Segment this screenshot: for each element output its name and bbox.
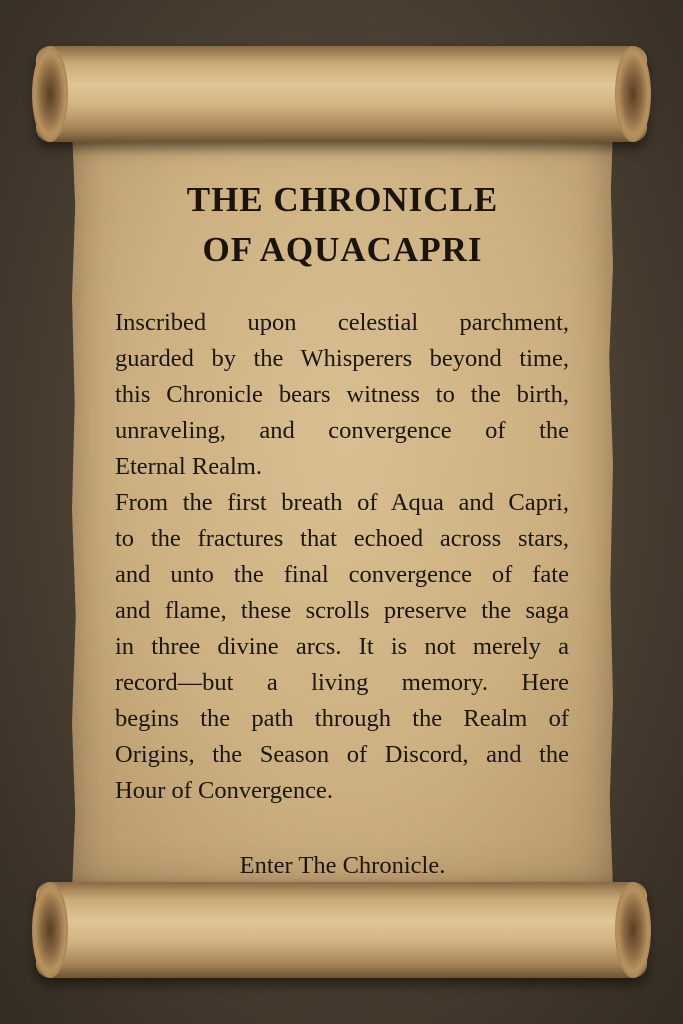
text-line: Eternal Realm.	[115, 453, 262, 480]
text-line: Origins, the Season of Discord, and the	[115, 741, 569, 768]
enter-chronicle-link[interactable]: Enter The Chronicle.	[239, 852, 446, 879]
roll-end	[615, 46, 651, 142]
text-line: to the fractures that echoed across stars,	[115, 525, 569, 552]
text-line: unraveling, and convergence of the	[115, 417, 569, 444]
text-line: begins the path through the Realm of	[115, 705, 569, 732]
title-line-2: OF AQUACAPRI	[202, 230, 483, 269]
chronicle-text	[115, 305, 569, 809]
text-line: guarded by the Whisperers beyond time,	[115, 345, 569, 372]
text-line: Hour of Convergence.	[115, 777, 333, 804]
scroll-bottom-roll	[36, 882, 647, 978]
scroll-top-roll	[36, 46, 647, 142]
text-line: and flame, these scrolls preserve the saga	[115, 597, 569, 624]
text-line: From the first breath of Aqua and Capri,	[115, 489, 569, 516]
roll-end	[32, 882, 68, 978]
text-line: Inscribed upon celestial parchment,	[115, 309, 569, 336]
text-line: this Chronicle bears witness to the birth,	[115, 381, 569, 408]
roll-end	[32, 46, 68, 142]
title-line-1: THE CHRONICLE	[186, 180, 499, 219]
roll-end	[615, 882, 651, 978]
page-title	[72, 175, 613, 275]
text-line: and unto the final convergence of fate	[115, 561, 569, 588]
text-line: record—but a living memory. Here	[115, 669, 569, 696]
text-line: in three divine arcs. It is not merely a	[115, 633, 569, 660]
